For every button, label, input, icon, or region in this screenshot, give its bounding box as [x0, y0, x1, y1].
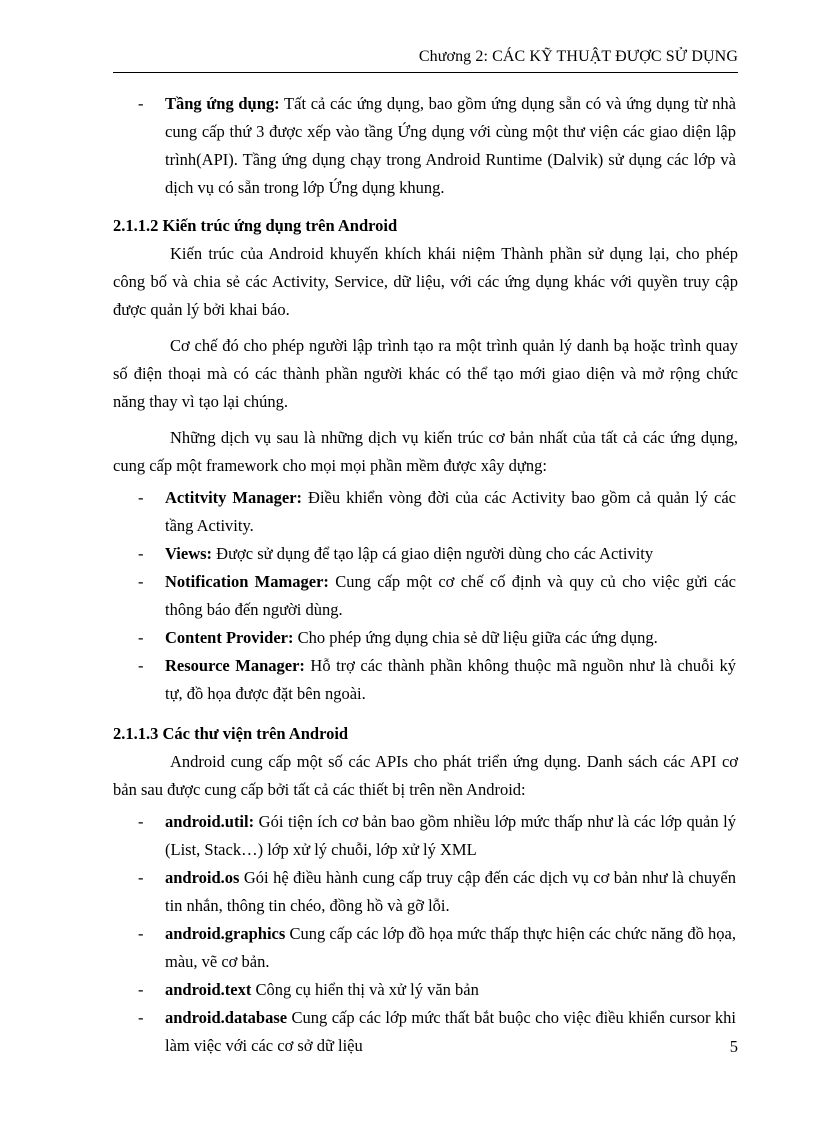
bullet-dash: - [138, 656, 144, 675]
libraries-list [113, 808, 738, 1060]
bullet-dash: - [138, 1008, 144, 1027]
list-item [113, 484, 738, 540]
list-item [113, 652, 738, 708]
section-heading-2-1-1-3: 2.1.1.3 Các thư viện trên Android [113, 724, 349, 743]
paragraph: Kiến trúc của Android khuyến khích khái niệm Thành phần sử dụng lại, cho phép công bố và chia sẻ các Activity, Service, dữ liệu, với các ứng dụng khác với quyền truy cập được quản lý bởi khai báo. [113, 244, 738, 319]
bullet-label: Views: [165, 544, 213, 563]
bullet-text: Cung cấp các lớp mức thất bắt buộc cho việc điều khiển cursor khi làm việc với các cơ sở dữ liệu [165, 1008, 736, 1055]
services-list [113, 484, 738, 708]
bullet-label: Content Provider: [165, 628, 294, 647]
paragraph: Android cung cấp một số các APIs cho phát triển ứng dụng. Danh sách các API cơ bản sau được cung cấp bởi tất cả các thiết bị trên nền Android: [113, 752, 738, 799]
bullet-text: Được sử dụng để tạo lập cá giao diện người dùng cho các Activity [212, 544, 654, 563]
bullet-text: Gói tiện ích cơ bản bao gồm nhiều lớp mức thấp như là các lớp quản lý (List, Stack…) lớp xử lý chuỗi, lớp xử lý XML [165, 812, 736, 859]
bullet-label: Resource Manager: [165, 656, 305, 675]
list-item [113, 624, 738, 652]
bullet-text: Hỗ trợ các thành phần không thuộc mã nguồn như là chuỗi ký tự, đồ họa được đặt bên ngoài. [165, 656, 737, 703]
bullet-text: Tất cả các ứng dụng, bao gồm ứng dụng sẵn có và ứng dụng từ nhà cung cấp thứ 3 được xếp vào tầng Ứng dụng với cùng một thư viện các giao diện lập trình(API). Tầng ứng dụng chạy trong Android Runtime (Dalvik) sử dụng các lớp và dịch vụ có sẵn trong lớp Ứng dụng khung. [165, 94, 736, 197]
bullet-text: Gói hệ điều hành cung cấp truy cập đến các dịch vụ cơ bản như là chuyển tin nhắn, thông tin chéo, đồng hồ và gỡ lỗi. [165, 868, 736, 915]
bullet-label: android.os [165, 868, 240, 887]
list-item [113, 568, 738, 624]
bullet-label: android.database [165, 1008, 288, 1027]
page-header [113, 44, 738, 73]
bullet-text: Điều khiển vòng đời của các Activity bao gồm cả quản lý các tầng Activity. [165, 488, 736, 535]
bullet-label: android.text [165, 980, 252, 999]
bullet-dash: - [138, 924, 144, 943]
bullet-application-layer [113, 90, 738, 202]
page-content [113, 90, 738, 1060]
bullet-dash: - [138, 572, 144, 591]
bullet-label: Notification Mamager: [165, 572, 329, 591]
list-item [113, 976, 738, 1004]
bullet-dash: - [138, 94, 144, 113]
list-item [113, 920, 738, 976]
bullet-text: Cho phép ứng dụng chia sẻ dữ liệu giữa các ứng dụng. [293, 628, 658, 647]
page-number: 5 [729, 1037, 738, 1056]
bullet-dash: - [138, 628, 144, 647]
bullet-text: Cung cấp một cơ chế cố định và quy củ cho việc gửi các thông báo đến người dùng. [165, 572, 736, 619]
bullet-dash: - [138, 812, 144, 831]
list-item [113, 864, 738, 920]
bullet-dash: - [138, 488, 144, 507]
list-item [113, 808, 738, 864]
bullet-label: Actitvity Manager: [165, 488, 303, 507]
bullet-label: Tầng ứng dụng: [165, 94, 280, 113]
bullet-dash: - [138, 544, 144, 563]
list-item [113, 1004, 738, 1060]
bullet-text: Công cụ hiển thị và xử lý văn bản [251, 980, 479, 999]
list-item [113, 540, 738, 568]
chapter-title: Chương 2: CÁC KỸ THUẬT ĐƯỢC SỬ DỤNG [418, 48, 738, 65]
bullet-text: Cung cấp các lớp đồ họa mức thấp thực hiện các chức năng đồ họa, màu, vẽ cơ bản. [165, 924, 736, 971]
paragraph: Cơ chế đó cho phép người lập trình tạo ra một trình quản lý danh bạ hoặc trình quay số điện thoại mà có các thành phần người khác có thể tạo mới giao diện và mở rộng chức năng thay vì tạo lại chúng. [113, 336, 738, 411]
bullet-label: android.graphics [165, 924, 286, 943]
section-heading-2-1-1-2: 2.1.1.2 Kiến trúc ứng dụng trên Android [113, 216, 398, 235]
bullet-dash: - [138, 980, 144, 999]
bullet-label: android.util: [165, 812, 255, 831]
paragraph: Những dịch vụ sau là những dịch vụ kiến trúc cơ bản nhất của tất cả các ứng dụng, cung cấp một framework cho mọi mọi phần mềm được xây dựng: [113, 428, 738, 475]
bullet-dash: - [138, 868, 144, 887]
